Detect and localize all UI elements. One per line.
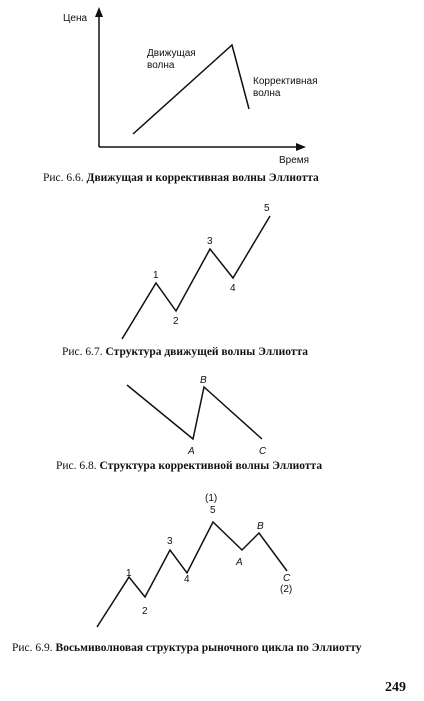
wave-label-2: 2 (173, 316, 179, 327)
wave-label-c: C (259, 446, 267, 457)
caption-prefix: Рис. 6.9. (12, 642, 53, 654)
wave-label-5: 5 (264, 203, 270, 214)
caption-6-7 (62, 346, 308, 358)
figure-6-8 (0, 370, 424, 460)
figure-6-6 (0, 0, 424, 175)
caption-title: Восьмиволновая структура рыночного цикла по Эллиотту (55, 642, 362, 654)
degree-label-bottom: (2) (280, 584, 293, 595)
figure-6-9 (0, 484, 424, 634)
caption-title: Структура коррективной волны Эллиотта (99, 460, 323, 472)
wave-label-3: 3 (167, 536, 173, 547)
wave-label-4: 4 (184, 574, 190, 585)
wave-label-5: 5 (210, 505, 216, 516)
corrective-wave-line (127, 385, 262, 439)
figure-6-7 (0, 195, 424, 345)
x-axis-arrow-icon (296, 143, 306, 151)
wave-label-4: 4 (230, 283, 236, 294)
impulse-label-line2: волна (147, 60, 175, 71)
degree-label-top: (1) (205, 493, 218, 504)
wave-label-a: A (188, 446, 195, 457)
page-number: 249 (385, 680, 406, 695)
wave-label-b: B (257, 521, 264, 532)
corrective-label-line1: Коррективная (253, 76, 318, 87)
caption-prefix: Рис. 6.6. (43, 172, 84, 184)
caption-6-9 (12, 642, 361, 654)
caption-title: Структура движущей волны Эллиотта (105, 346, 309, 358)
caption-6-8 (56, 460, 322, 472)
caption-prefix: Рис. 6.7. (62, 346, 103, 358)
wave-label-1: 1 (126, 568, 132, 579)
wave-label-3: 3 (207, 236, 213, 247)
caption-prefix: Рис. 6.8. (56, 460, 97, 472)
impulse-wave-line (122, 216, 270, 339)
y-axis-label: Цена (63, 13, 88, 24)
y-axis-arrow-icon (95, 7, 103, 17)
wave-label-c: C (283, 573, 291, 584)
wave-label-1: 1 (153, 270, 159, 281)
wave-label-a: A (236, 557, 243, 568)
corrective-label-line2: волна (253, 88, 281, 99)
caption-6-6 (43, 172, 319, 184)
caption-title: Движущая и коррективная волны Эллиотта (86, 172, 319, 184)
impulse-label-line1: Движущая (147, 48, 196, 59)
x-axis-label: Время (279, 155, 310, 166)
wave-label-b: B (200, 375, 207, 386)
wave-label-2: 2 (142, 606, 148, 617)
